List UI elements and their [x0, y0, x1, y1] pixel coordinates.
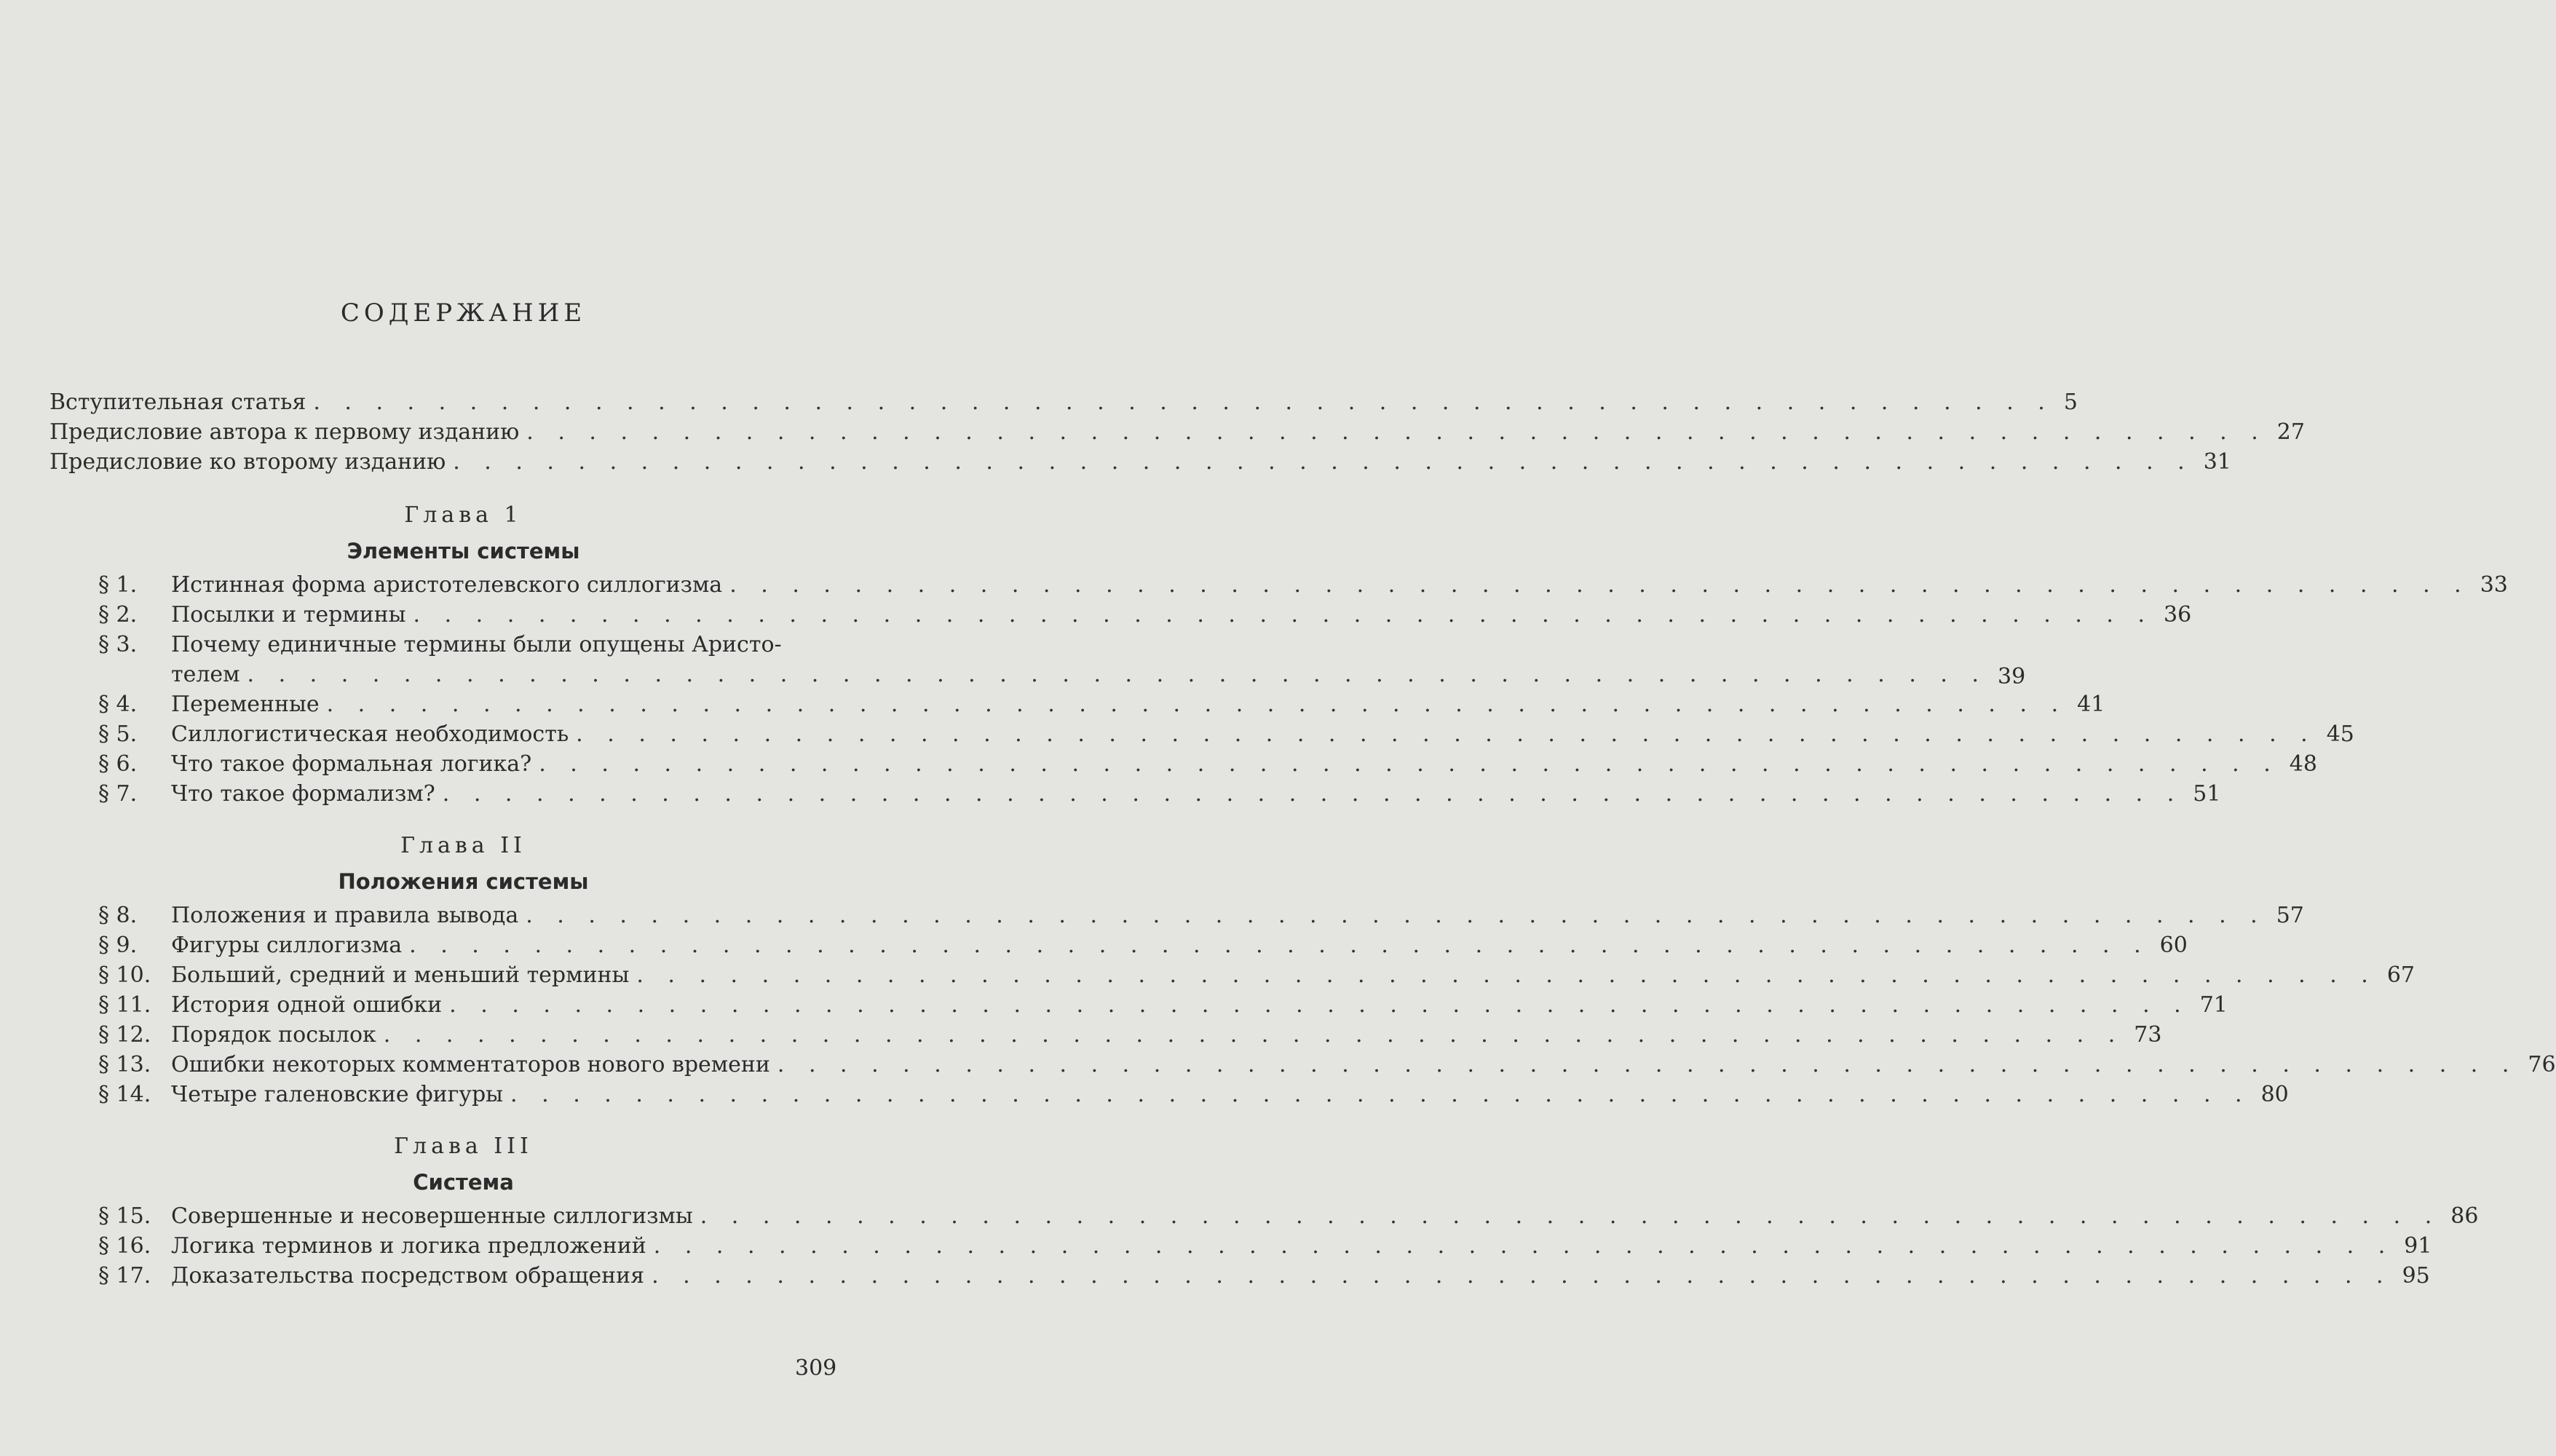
entry-page: 73: [2134, 1022, 2162, 1048]
chapter-1: [98, 502, 2508, 811]
entry-label: Совершенные и несовершенные силлогизмы: [171, 1203, 693, 1229]
entry-label: Предисловие автора к первому изданию: [50, 419, 520, 445]
leader-dots: [384, 1022, 2124, 1048]
section-number: § 13.: [98, 1052, 151, 1077]
toc-entry: [98, 933, 2188, 962]
entry-page: 39: [1998, 664, 2026, 689]
toc-entry: [98, 692, 2105, 721]
leader-dots: [729, 572, 2470, 598]
leader-dots: [778, 1052, 2518, 1077]
chapters: [98, 480, 2556, 1293]
chapter-title: Система: [413, 1170, 514, 1195]
leader-dots: [414, 602, 2154, 628]
entry-page: 51: [2193, 781, 2221, 807]
section-number: § 1.: [98, 572, 138, 598]
toc-entry: [98, 721, 2354, 751]
section-number: § 9.: [98, 933, 138, 958]
section-number: § 5.: [98, 721, 138, 747]
leader-dots: [576, 721, 2316, 747]
entry-label: Ошибки некоторых комментаторов нового времени: [171, 1052, 770, 1077]
entry-label: Порядок посылок: [171, 1022, 376, 1048]
leader-dots: [453, 449, 2193, 475]
section-number: § 16.: [98, 1233, 151, 1259]
entry-label: Фигуры силлогизма: [171, 933, 403, 958]
entry-label: Четыре галеновские фигуры: [171, 1082, 504, 1107]
section-number: § 8.: [98, 903, 138, 928]
entry-label: Положения и правила вывода: [171, 903, 519, 928]
toc-entry: [98, 751, 2317, 781]
entry-page: 71: [2199, 992, 2228, 1018]
toc-entry: [98, 602, 2192, 632]
entry-label: Что такое формализм?: [171, 781, 435, 807]
chapter-3: [98, 1133, 2479, 1293]
entry-page: 5: [2063, 389, 2078, 415]
section-list: [98, 572, 2508, 811]
entry-label: Истинная форма аристотелевского силлогизма: [171, 572, 723, 598]
entry-page: 36: [2164, 602, 2192, 628]
entry-label: Что такое формальная логика?: [171, 751, 532, 777]
entry-page: 48: [2289, 751, 2317, 777]
entry-label: Переменные: [171, 692, 320, 717]
leader-dots: [526, 419, 2267, 445]
entry-page: 27: [2276, 419, 2305, 445]
toc-entry: [98, 632, 2026, 692]
entry-page: 41: [2077, 692, 2105, 717]
entry-page: 57: [2276, 903, 2304, 928]
entry-label: Доказательства посредством обращения: [171, 1263, 645, 1289]
chapter-heading: Глава III: [394, 1133, 533, 1159]
entry-page: 95: [2402, 1263, 2430, 1289]
toc-entry: [98, 962, 2415, 992]
leader-dots: [652, 1263, 2392, 1289]
entry-label: Вступительная статья: [50, 389, 306, 415]
leader-dots: [539, 751, 2279, 777]
entry-label: Больший, средний и меньший термины: [171, 962, 630, 988]
section-number: § 10.: [98, 962, 151, 988]
toc-entry: [98, 992, 2228, 1022]
entry-label-continued: телем: [171, 662, 240, 687]
front-matter-list: [50, 389, 2305, 479]
chapter-title: Положения системы: [338, 869, 589, 894]
toc-entry: [98, 1263, 2430, 1293]
entry-label: История одной ошибки: [171, 992, 443, 1018]
leader-dots: [443, 781, 2183, 807]
toc-entry: [50, 419, 2305, 449]
leader-dots: [654, 1233, 2394, 1259]
entry-page: 76: [2528, 1052, 2556, 1077]
leader-dots: [248, 662, 1988, 687]
section-list: [98, 1203, 2479, 1293]
leader-dots: [526, 903, 2266, 928]
section-number: § 2.: [98, 602, 138, 628]
chapter-title: Элементы системы: [347, 539, 580, 563]
section-number: § 15.: [98, 1203, 151, 1229]
entry-label: Посылки и термины: [171, 602, 406, 628]
leader-dots: [327, 692, 2068, 717]
section-number: § 14.: [98, 1082, 151, 1107]
leader-dots: [700, 1203, 2441, 1229]
section-number: § 4.: [98, 692, 138, 717]
chapter-heading: Глава 1: [404, 502, 523, 528]
section-list: [98, 903, 2556, 1112]
entry-page: 91: [2404, 1233, 2432, 1259]
section-number: § 7.: [98, 781, 138, 807]
toc-entry: [50, 449, 2231, 479]
toc-entry: [50, 389, 2078, 419]
leader-dots: [409, 933, 2150, 958]
leader-dots: [510, 1082, 2251, 1107]
entry-page: 45: [2326, 721, 2354, 747]
section-number: § 3.: [98, 632, 138, 657]
chapter-heading: Глава II: [400, 833, 526, 858]
entry-page: 33: [2480, 572, 2508, 598]
entry-page: 60: [2159, 933, 2188, 958]
leader-dots: [313, 389, 2054, 415]
page-title: СОДЕРЖАНИЕ: [340, 298, 587, 328]
leader-dots: [636, 962, 2377, 988]
entry-page: 80: [2260, 1082, 2289, 1107]
toc-entry: [98, 1233, 2432, 1263]
toc-entry: [98, 781, 2221, 811]
toc-entry: [98, 1052, 2556, 1082]
section-number: § 11.: [98, 992, 151, 1018]
leader-dots: [449, 992, 2190, 1018]
toc-entry: [98, 572, 2508, 602]
entry-page: 67: [2386, 962, 2415, 988]
entry-page: 31: [2203, 449, 2231, 475]
entry-label: Логика терминов и логика предложений: [171, 1233, 646, 1259]
toc-entry: [98, 1022, 2162, 1052]
chapter-2: [98, 833, 2556, 1112]
section-number: § 6.: [98, 751, 138, 777]
toc-entry: [98, 1203, 2479, 1233]
toc-entry: [98, 1082, 2289, 1112]
entry-label: Почему единичные термины были опущены Аристо-: [171, 632, 782, 657]
entry-label: Предисловие ко второму изданию: [50, 449, 446, 475]
entry-label: Силлогистическая необходимость: [171, 721, 569, 747]
section-number: § 17.: [98, 1263, 151, 1289]
page-number: 309: [795, 1356, 837, 1381]
toc-entry: [98, 903, 2304, 933]
section-number: § 12.: [98, 1022, 151, 1048]
entry-page: 86: [2450, 1203, 2479, 1229]
